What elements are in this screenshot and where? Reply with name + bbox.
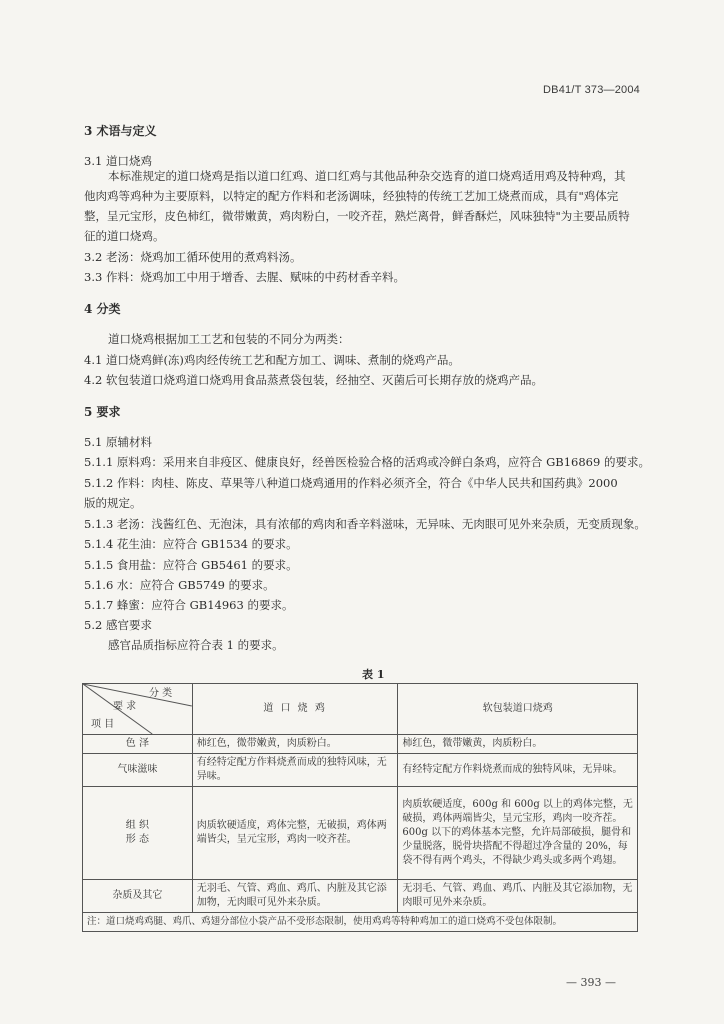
cell-daokou-impurities: 无羽毛、气管、鸡血、鸡爪、内脏及其它添加物，无肉眼可见外来杂质。 bbox=[192, 880, 398, 913]
table-caption: 表 1 bbox=[362, 668, 385, 681]
table-header-row bbox=[83, 684, 638, 735]
section-3-title: 3 术语与定义 bbox=[84, 124, 157, 138]
section-5-1-2b: 版的规定。 bbox=[84, 496, 142, 510]
section-3-1-body: 本标准规定的道口烧鸡是指以道口红鸡、道口红鸡与其他品种杂交选育的道口烧鸡适用鸡及特种鸡，其他肉鸡等鸡种为主要原料，以特定的配方作料和老汤调味，经独特的传统工艺加工烧煮而成，具有"鸡体完整，呈元宝形，皮色柿红，微带嫩黄，鸡肉粉白，一咬齐茬，熟烂离骨，鲜香酥烂，风味独特"为主要品质特征的道口烧鸡。 bbox=[84, 169, 630, 243]
cell-daokou-flavor: 有经特定配方作料烧煮而成的独特风味，无异味。 bbox=[192, 754, 398, 787]
section-5-title: 5 要求 bbox=[84, 405, 121, 419]
section-3-3: 3.3 作料：烧鸡加工中用于增香、去腥、赋味的中药材香辛料。 bbox=[84, 270, 405, 284]
table-note-row bbox=[83, 913, 638, 932]
section-5-1-7: 5.1.7 蜂蜜：应符合 GB14963 的要求。 bbox=[84, 598, 294, 612]
cell-daokou-color: 柿红色，微带嫩黄，肉质粉白。 bbox=[192, 735, 398, 754]
section-5-1-5: 5.1.5 食用盐：应符合 GB5461 的要求。 bbox=[84, 558, 298, 572]
row-item-color: 色 泽 bbox=[83, 735, 193, 754]
cell-daokou-texture: 肉质软硬适度，鸡体完整，无破损，鸡体两端皆尖，呈元宝形，鸡肉一咬齐茬。 bbox=[192, 787, 398, 880]
corner-label-item: 项 目 bbox=[91, 719, 115, 730]
section-5-1-6: 5.1.6 水：应符合 GB5749 的要求。 bbox=[84, 578, 275, 592]
section-3-2: 3.2 老汤：烧鸡加工循环使用的煮鸡料汤。 bbox=[84, 250, 302, 264]
cell-softpack-flavor: 有经特定配方作料烧煮而成的独特风味，无异味。 bbox=[398, 754, 638, 787]
table-row bbox=[83, 787, 638, 880]
section-4-intro: 道口烧鸡根据加工工艺和包装的不同分为两类： bbox=[108, 332, 350, 346]
table-row bbox=[83, 880, 638, 913]
section-3-1-title: 3.1 道口烧鸡 bbox=[84, 154, 152, 168]
section-4-2: 4.2 软包装道口烧鸡道口烧鸡用食品蒸煮袋包装，经抽空、灭菌后可长期存放的烧鸡产品。 bbox=[84, 373, 543, 387]
section-5-1-4: 5.1.4 花生油：应符合 GB1534 的要求。 bbox=[84, 537, 298, 551]
cell-softpack-color: 柿红色，微带嫩黄，肉质粉白。 bbox=[398, 735, 638, 754]
table-row bbox=[83, 735, 638, 754]
section-5-1: 5.1 原辅材料 bbox=[84, 435, 152, 449]
table-corner-cell bbox=[83, 684, 193, 735]
column-header-soft-pack: 软包装道口烧鸡 bbox=[398, 684, 638, 735]
row-item-flavor: 气味滋味 bbox=[83, 754, 193, 787]
table-row bbox=[83, 754, 638, 787]
standard-code: DB41/T 373—2004 bbox=[543, 84, 640, 96]
cell-softpack-impurities: 无羽毛、气管、鸡血、鸡爪、内脏及其它添加物，无肉眼可见外来杂质。 bbox=[398, 880, 638, 913]
sensory-requirements-table bbox=[82, 683, 638, 932]
section-5-1-3: 5.1.3 老汤：浅酱红色、无泡沫，具有浓郁的鸡肉和香辛料滋味，无异味、无肉眼可见外来杂质，无变质现象。 bbox=[84, 517, 646, 531]
section-5-2-body: 感官品质指标应符合表 1 的要求。 bbox=[108, 638, 284, 652]
section-4-1: 4.1 道口烧鸡鲜(冻)鸡肉经传统工艺和配方加工、调味、煮制的烧鸡产品。 bbox=[84, 353, 460, 367]
section-5-1-1: 5.1.1 原料鸡：采用来自非疫区、健康良好，经兽医检验合格的活鸡或冷鲜白条鸡，应符合 GB16869 的要求。 bbox=[84, 455, 650, 469]
table-note: 注：道口烧鸡鸡腿、鸡爪、鸡翅分部位小袋产品不受形态限制，使用鸡鸡等特种鸡加工的道口烧鸡不受包体限制。 bbox=[83, 913, 638, 932]
row-item-impurities: 杂质及其它 bbox=[83, 880, 193, 913]
corner-label-category: 分 类 bbox=[149, 688, 173, 699]
page-number: — 393 — bbox=[566, 976, 616, 989]
corner-label-requirement: 要 求 bbox=[113, 701, 137, 712]
column-header-daokou: 道 口 烧 鸡 bbox=[192, 684, 398, 735]
section-4-title: 4 分类 bbox=[84, 302, 121, 316]
row-item-texture: 组 织 形 态 bbox=[83, 787, 193, 880]
cell-softpack-texture: 肉质软硬适度，600g 和 600g 以上的鸡体完整，无破损，鸡体两端皆尖，呈元宝形，鸡肉一咬齐茬。600g 以下的鸡体基本完整，允许局部破损，腿骨和少量脱落，脱骨块搭配不得超过净含量的 20%，每袋不得有两个鸡头，不得缺少鸡头或多两个鸡翅。 bbox=[398, 787, 638, 880]
section-5-2: 5.2 感官要求 bbox=[84, 618, 152, 632]
section-5-1-2a: 5.1.2 作料：肉桂、陈皮、草果等八种道口烧鸡通用的作料必须齐全，符合《中华人民共和国药典》2000 bbox=[84, 476, 618, 490]
